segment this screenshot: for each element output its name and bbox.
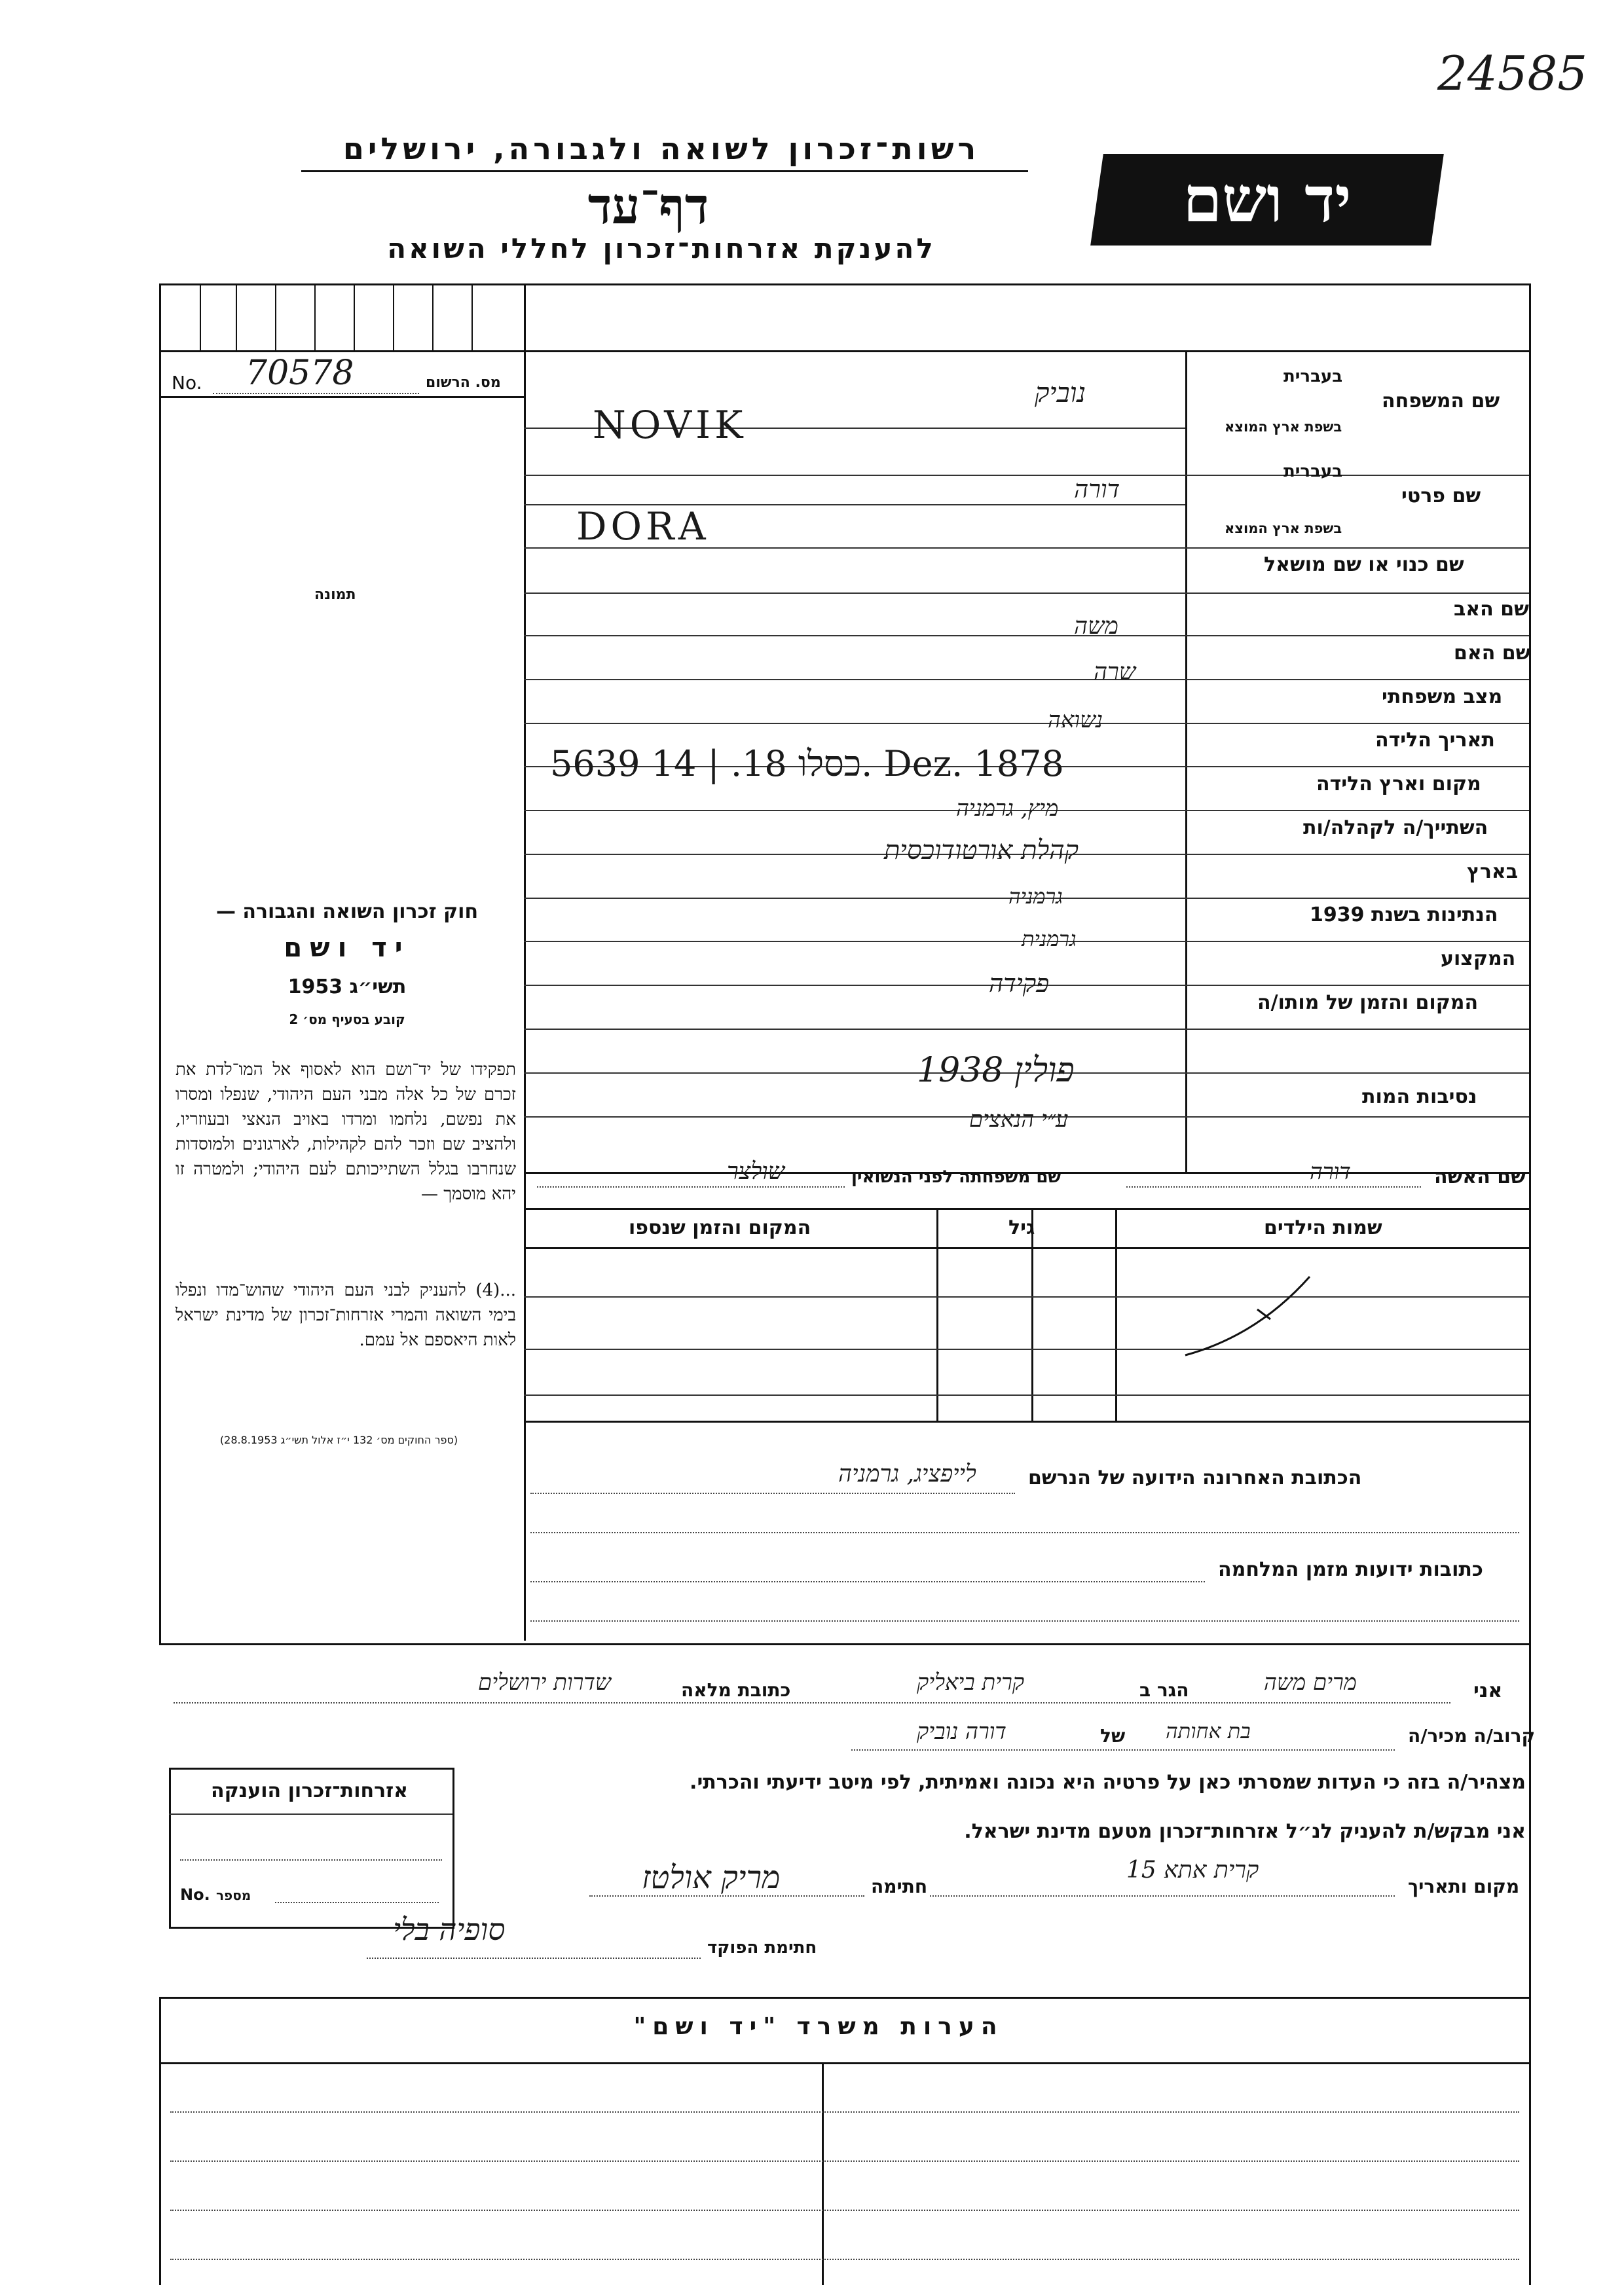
community-label: השתייך/ה לקהלה/ות [1303, 816, 1488, 839]
remarks-left [159, 1997, 161, 2285]
place-date-label: מקום ותאריך [1408, 1876, 1520, 1897]
row-line [524, 723, 1529, 724]
registration-no-label: No. [172, 372, 202, 393]
death-circumstances-value: ע״י הנאצים [969, 1106, 1069, 1133]
remarks-line [170, 2259, 1519, 2260]
citizenship-box-number-label: מספר [216, 1887, 251, 1903]
family-name-hebrew-label: בעברית [1283, 367, 1343, 386]
children-col [1031, 1208, 1033, 1421]
marital-value: נשואה [1048, 707, 1103, 733]
children-col [1115, 1208, 1117, 1421]
declarant-i-label: אני [1473, 1679, 1503, 1702]
declarant-signature: מריק אולטז [642, 1859, 781, 1896]
relative-label: קרוב/ה מכיר/ה [1408, 1725, 1536, 1747]
children-row [524, 1296, 1529, 1298]
remarks-line [170, 2160, 1519, 2162]
law-title: חוק זכרון השואה והגבורה — [215, 900, 479, 923]
spouse-label: שם האשה [1434, 1165, 1526, 1188]
citizenship-box-no: No. [180, 1886, 210, 1904]
mother-value: שרה [1094, 659, 1136, 685]
remarks-header-bottom [159, 2062, 1531, 2064]
father-value: משה [1074, 613, 1118, 640]
death-place-label: המקום והזמן של מותו/ה [1257, 991, 1479, 1014]
family-name-label: שם המשפחה [1382, 390, 1500, 412]
of-name: דורה נוביק [917, 1719, 1006, 1745]
children-age-header: גיל [1008, 1216, 1035, 1239]
citizenship-label: הנתינות בשנת 1939 [1310, 903, 1498, 926]
citizenship-box-no-line [275, 1902, 439, 1903]
logo-text: יד ושם [1183, 162, 1352, 236]
children-header-bottom [524, 1247, 1529, 1249]
request-text: אני מבקש/ת להעניק לנ״ל אזרחות־זכרון מטעם מדינת ישראל. [964, 1820, 1526, 1843]
header-band-bottom [159, 350, 1531, 352]
declarant-address: שדרות ירושלים [478, 1669, 611, 1696]
form-subtitle: להענקת אזרחות־זכרון לחללי השואה [387, 232, 936, 264]
authority-title: רשות־זכרון לשואה ולגבורה, ירושלים [342, 131, 980, 166]
registration-line [213, 393, 419, 394]
address-line [530, 1532, 1519, 1533]
community-value: קהלת אורטודוכסית [884, 835, 1079, 866]
band-tick [236, 283, 237, 350]
death-place-value: פולין 1938 [917, 1051, 1075, 1090]
band-tick [275, 283, 276, 350]
first-name-hebrew: דורה [1074, 475, 1120, 503]
band-tick [471, 283, 473, 350]
first-name-origin: DORA [576, 504, 710, 549]
father-label: שם האב [1454, 598, 1529, 621]
signature-line [589, 1895, 864, 1897]
law-para2: ...(4) להעניק לבני העם היהודי שהוש־מדו ונפלו בימי השואה והמרי אזרחות־זכרון של מדינת ישראל לאות היאספם אל עמם. [175, 1281, 516, 1350]
document-number: 24585 [1437, 46, 1588, 101]
officer-signature: סופיה בלי [393, 1912, 506, 1947]
citizenship-box-line [169, 1813, 452, 1815]
marital-label: מצב משפחתי [1382, 685, 1503, 708]
death-circumstances-label: נסיבות המות [1362, 1085, 1477, 1108]
last-address-label: הכתובת האחרונה הידועה של הנרשם [1028, 1467, 1362, 1489]
full-address-label: כתובת מלאה [681, 1679, 791, 1701]
photo-label: תמונה [314, 587, 356, 603]
row-line [524, 635, 1529, 636]
first-name-origin-label: בשפת ארץ המוצא [1225, 520, 1342, 536]
spouse-value: דורה [1310, 1159, 1351, 1185]
officer-label: חתימת הפוקד [707, 1938, 817, 1958]
law-name: יד ושם [284, 933, 411, 963]
citizenship-box-title: אזרחות־זכרון הוענקה [210, 1779, 409, 1802]
address-line [530, 1620, 1519, 1622]
resides-label: הגר ב [1139, 1679, 1189, 1701]
children-bottom [524, 1421, 1529, 1423]
row-line [524, 679, 1529, 680]
country-value: גרמניה [1008, 884, 1063, 909]
row-line [524, 592, 1529, 594]
address-line [530, 1581, 1205, 1582]
address-bottom [159, 1643, 1531, 1645]
frame-top [159, 283, 1531, 285]
officer-line [367, 1958, 701, 1959]
declarant-name: מרים משה [1264, 1669, 1357, 1696]
remarks-top [159, 1997, 1531, 1999]
remarks-title: הערות משרד "יד ושם" [633, 2013, 1004, 2040]
spouse-line [1126, 1186, 1421, 1188]
family-name-origin: NOVIK [593, 403, 747, 447]
citizenship-box-dots [180, 1859, 442, 1861]
photo-bottom [159, 396, 526, 398]
children-place-header: המקום והזמן שנספו [629, 1216, 811, 1239]
registration-label: מס. הרשום [426, 374, 501, 391]
family-name-hebrew: נוביק [1035, 376, 1086, 409]
maiden-value: שולצר [727, 1158, 785, 1185]
band-tick [432, 283, 434, 350]
of-label: של [1100, 1725, 1126, 1747]
row-line [524, 475, 1529, 476]
children-row [524, 1394, 1529, 1396]
band-tick [314, 283, 316, 350]
declarant-city: קרית ביאליק [917, 1669, 1025, 1696]
place-date-line [930, 1895, 1395, 1897]
place-date-value: קרית אתא 15 [1126, 1857, 1259, 1884]
law-para1: תפקידו של יד־ושם הוא לאסוף אל המו־לדת את זכרם של כל אלה מבני העם היהודי, שנפלו ומסרו את נפשם, נלחמו ומרדו באויב הנאצי ובעוזריו, ולהציב שם וזכר להם לקהילות, לארגונים ולמוסדות שנחרבו בגלל השתייכותם לעם היהודי; ולמטרה זו יהא מוסמך — [175, 1060, 516, 1204]
law-year: תשי״ג 1953 [287, 975, 407, 998]
spouse-bottom [524, 1208, 1529, 1210]
label-column-divider [1185, 350, 1187, 1172]
law-source: (ספר החוקים מס׳ 132 י״ז אלול תשי״ג 28.8.1953) [219, 1434, 458, 1446]
remarks-line [170, 2111, 1519, 2113]
country-label: בארץ [1467, 860, 1519, 883]
nickname-label: שם כנוי או שם מושאל [1264, 553, 1464, 576]
band-tick [354, 283, 355, 350]
first-name-label: שם פרטי [1401, 484, 1481, 507]
children-col [936, 1208, 938, 1421]
form-title: דף־עד [587, 177, 709, 235]
law-clause: קובע בסעיף מס׳ 2 [289, 1011, 405, 1027]
strike-mark [1179, 1257, 1349, 1375]
address-line [530, 1493, 1015, 1494]
row-line [524, 1029, 1529, 1030]
birth-date-value: 5639 כסלו 18. | 14. Dez. 1878 [550, 743, 1064, 784]
relation-value: בת אחותה [1166, 1719, 1251, 1743]
birth-place-label: מקום וארץ הלידה [1316, 773, 1481, 795]
authority-underline [301, 170, 1028, 172]
band-tick [200, 283, 201, 350]
registration-number: 70578 [246, 354, 354, 393]
signature-label: חתימה [871, 1876, 928, 1897]
birth-place-value: מיץ, גרמניה [956, 795, 1059, 822]
citizenship-value: גרמנית [1022, 926, 1077, 951]
remarks-divider [822, 2062, 824, 2285]
profession-label: המקצוע [1441, 947, 1516, 970]
first-name-hebrew-label: בעברית [1283, 462, 1343, 481]
maiden-label: שם משפחתה לפני הנשואין [851, 1167, 1061, 1187]
children-row [524, 1349, 1529, 1350]
frame-right [1529, 283, 1531, 2285]
relative-line [851, 1749, 1395, 1751]
profession-value: פקידה [989, 969, 1050, 998]
band-tick [393, 283, 394, 350]
maiden-line [537, 1186, 845, 1188]
declaration-text: מצהיר/ה בזה כי העדות שמסרתי כאן על פרטיה היא נכונה ואמיתית, לפי מיטב ידיעתי והכרתי. [690, 1771, 1526, 1794]
mother-label: שם האם [1454, 642, 1531, 665]
frame-divider [524, 283, 526, 1641]
family-name-origin-label: בשפת ארץ המוצא [1225, 419, 1342, 435]
remarks-line [170, 2210, 1519, 2211]
birth-date-label: תאריך הלידה [1375, 729, 1495, 752]
war-address-label: כתובות ידועות מזמן המלחמה [1218, 1558, 1483, 1581]
last-address-value: לייפציג, גרמניה [838, 1461, 976, 1487]
declarant-line [174, 1702, 1450, 1704]
children-names-header: שמות הילדים [1264, 1216, 1382, 1239]
